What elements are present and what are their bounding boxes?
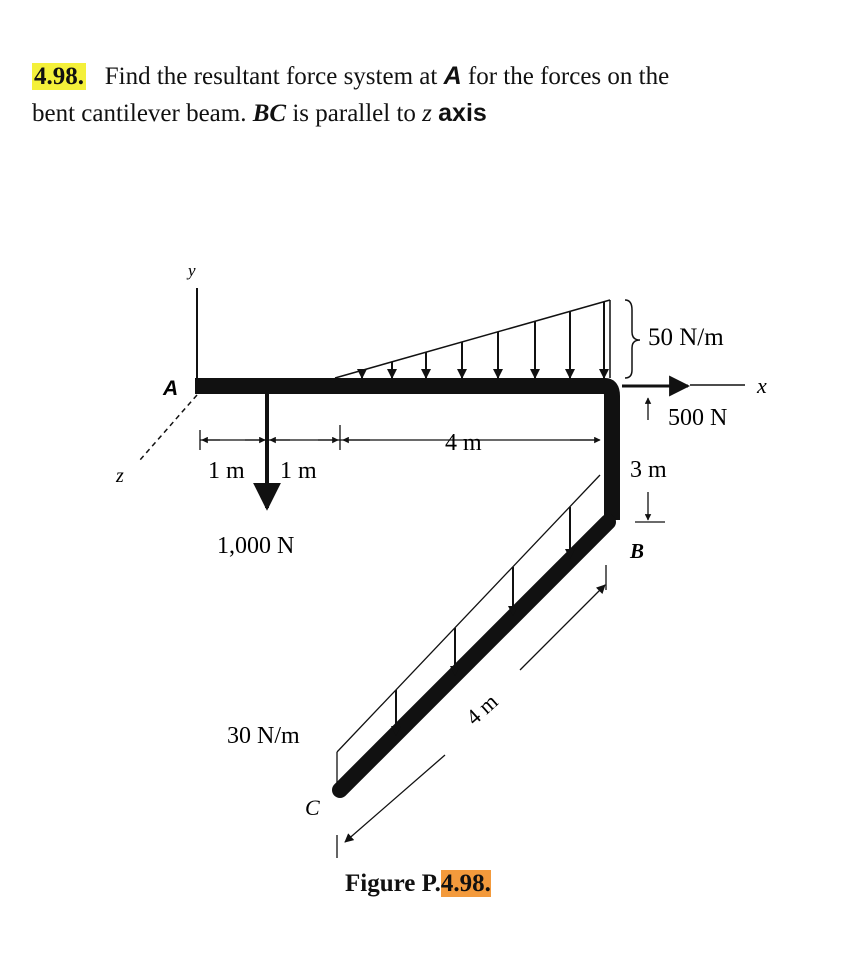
- top-load-outline: [335, 300, 610, 378]
- z-ref: z: [422, 100, 432, 127]
- label-x: x: [757, 373, 767, 398]
- problem-line2-mid: is parallel to: [292, 100, 416, 127]
- beam-segment-vertical: [605, 386, 612, 520]
- label-force-500n: 500 N: [668, 405, 728, 431]
- problem-number: 4.98.: [34, 63, 84, 90]
- problem-line1: Find the resultant force system at: [104, 63, 438, 90]
- label-dim-1m-b: 1 m: [280, 458, 317, 484]
- label-load-top: 50 N/m: [648, 324, 724, 351]
- label-z: z: [116, 465, 124, 487]
- figure-caption: [345, 870, 491, 898]
- label-load-diag: 30 N/m: [227, 723, 300, 749]
- label-dim-4m-top: 4 m: [445, 430, 482, 456]
- label-a: A: [163, 377, 179, 400]
- label-force-1000n: 1,000 N: [217, 533, 295, 559]
- load-brace: [625, 300, 640, 378]
- problem-line2: bent cantilever beam.: [32, 100, 247, 127]
- z-axis-line: [140, 395, 197, 460]
- beam-segment-diagonal: [340, 522, 608, 790]
- caption-number: 4.98.: [440, 870, 491, 897]
- caption-prefix: Figure P.: [345, 870, 441, 897]
- label-b: B: [630, 539, 645, 563]
- bc-ref: BC: [252, 100, 287, 127]
- top-load-arrows: [362, 302, 604, 378]
- point-a-ref: A: [443, 62, 462, 90]
- label-c: C: [305, 795, 320, 820]
- label-y: y: [188, 261, 196, 280]
- label-dim-4m-diag: 4 m: [460, 688, 503, 730]
- axis-word: axis: [438, 99, 487, 127]
- label-dim-1m-a: 1 m: [208, 458, 245, 484]
- label-dim-3m: 3 m: [630, 457, 667, 483]
- problem-line1-end: for the forces on the: [467, 63, 670, 90]
